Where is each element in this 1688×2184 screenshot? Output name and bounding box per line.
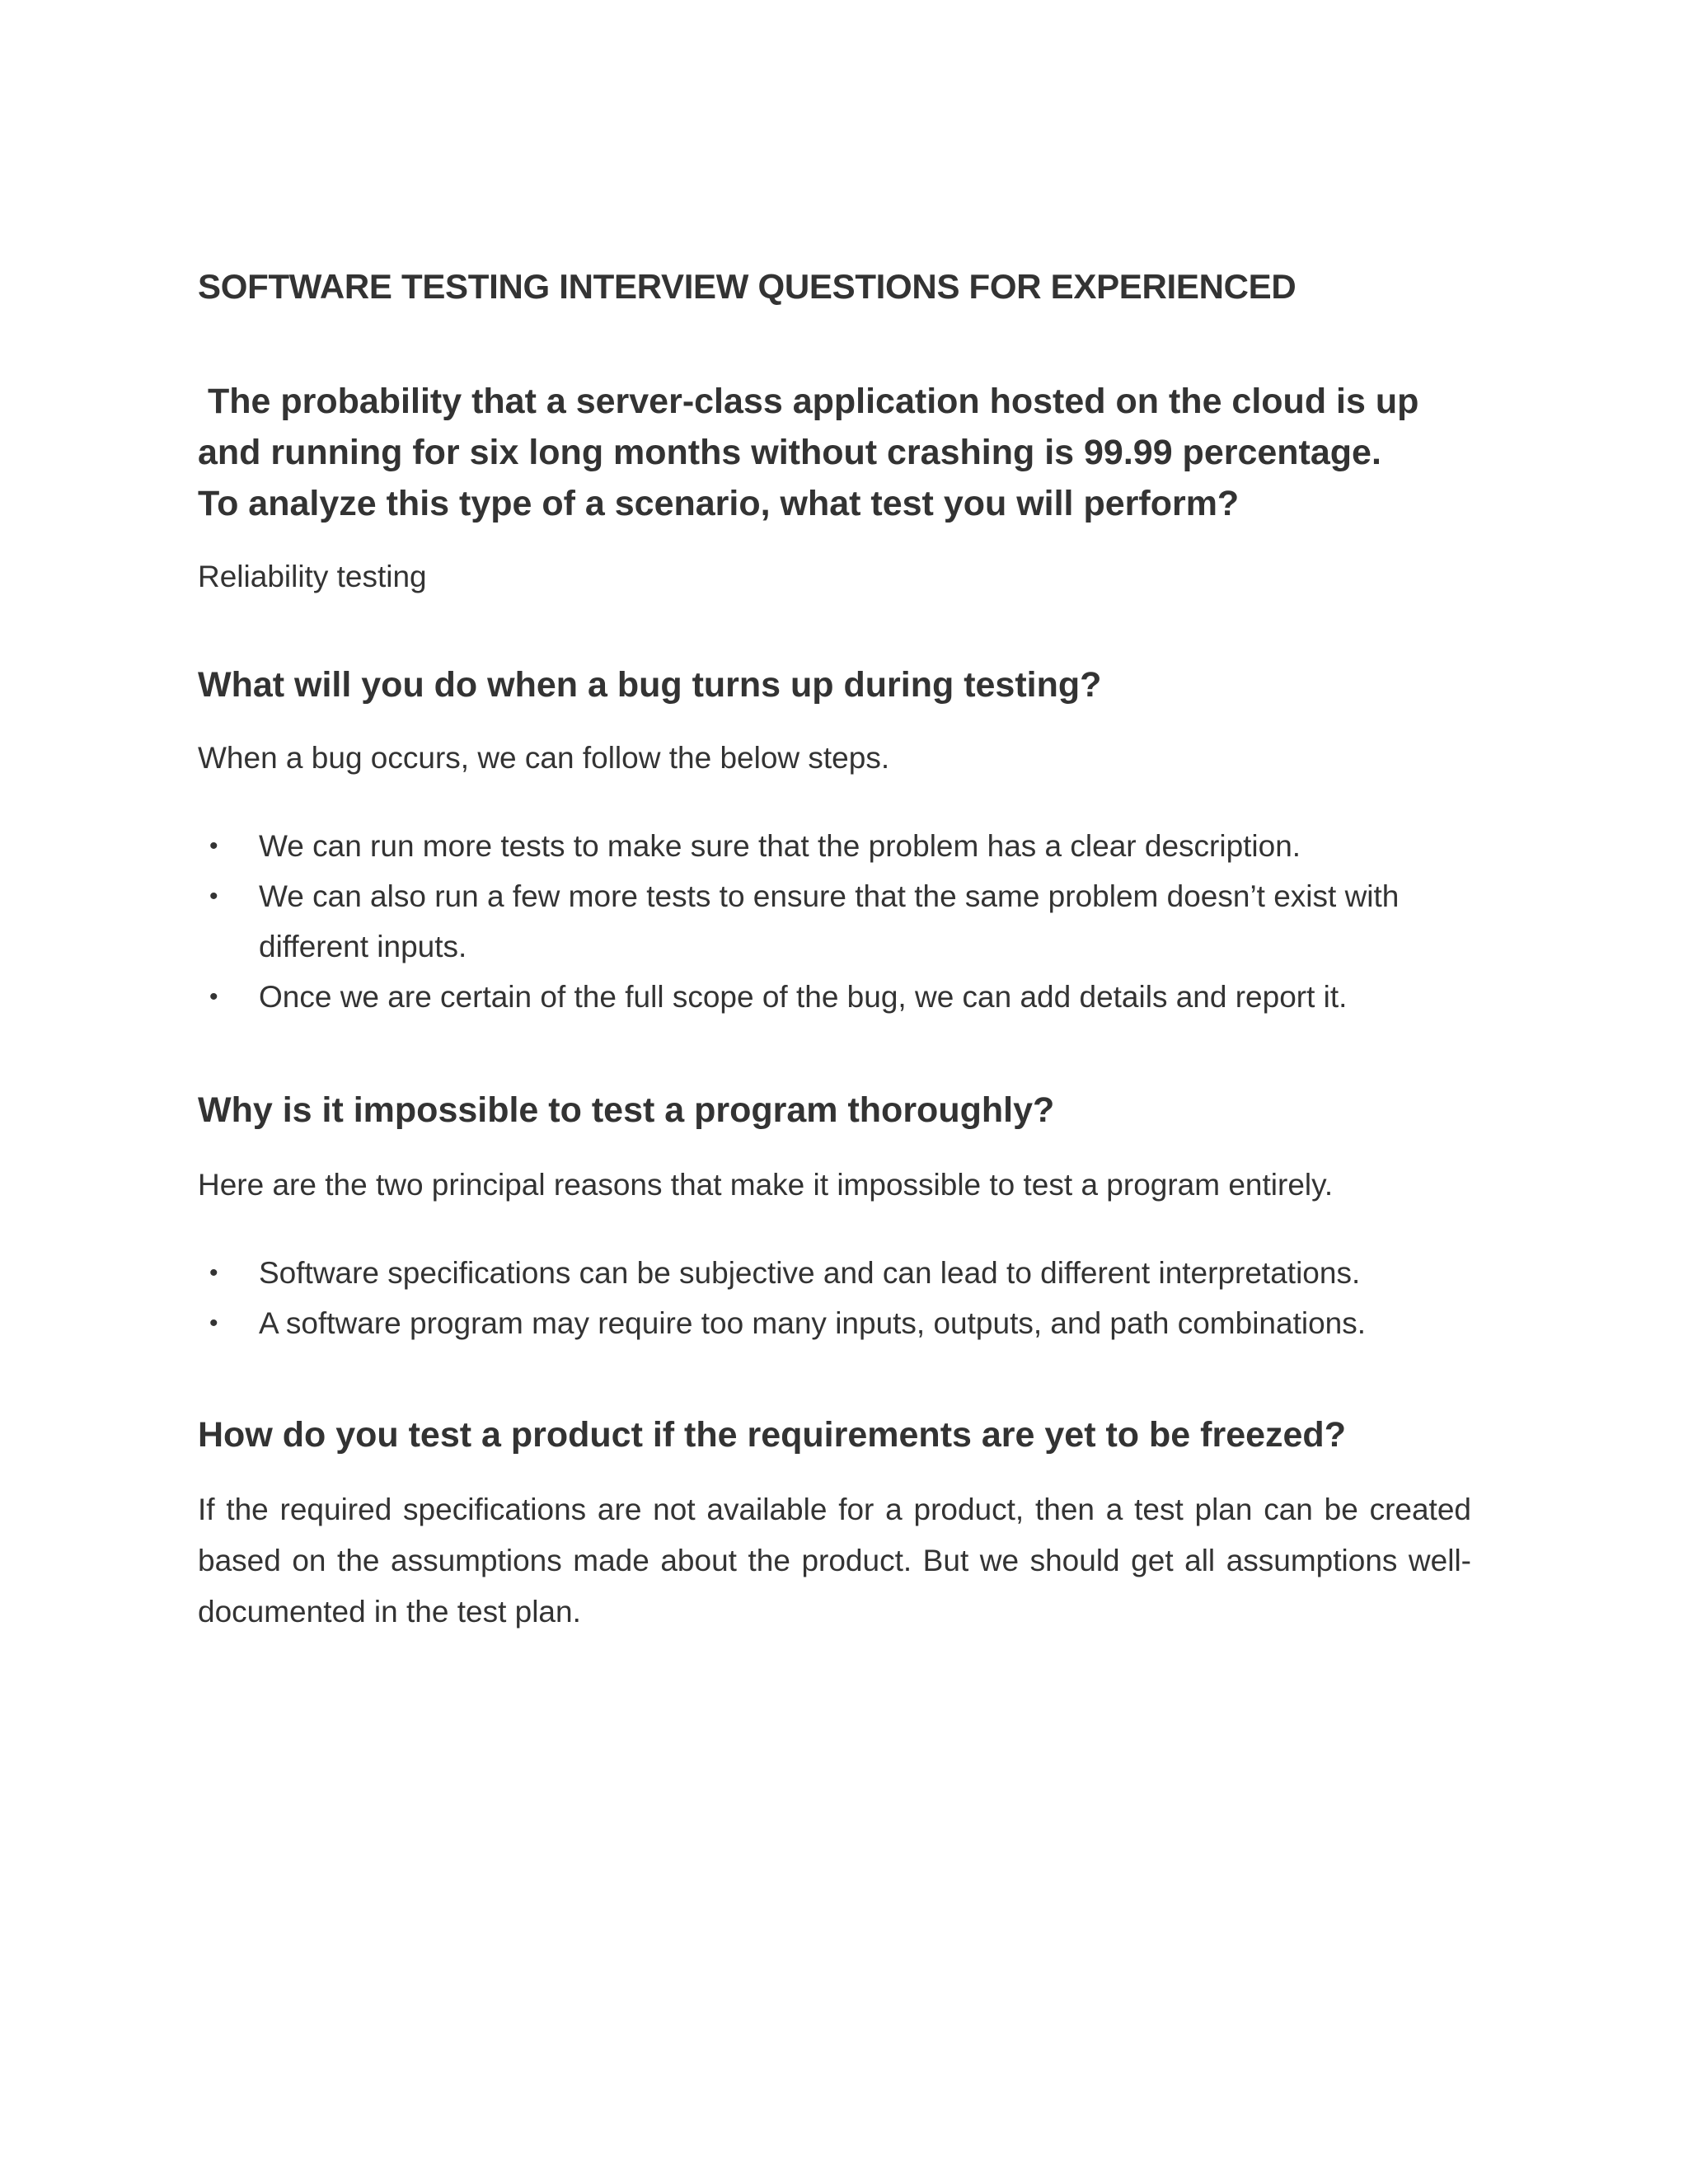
- list-item: [198, 1298, 1484, 1348]
- list-item-text: Once we are certain of the full scope of the bug, we can add details and report it.: [259, 980, 1348, 1014]
- bullet-icon: •: [209, 832, 218, 860]
- question-requirements-not-frozen: How do you test a product if the requirements are yet to be freezed?: [198, 1415, 1346, 1455]
- list-item-text: Software specifications can be subjective and can lead to different interpretations.: [259, 1256, 1361, 1290]
- reasons-list: [198, 1248, 1484, 1348]
- list-item-text: A software program may require too many inputs, outputs, and path combinations.: [259, 1306, 1367, 1340]
- bullet-icon: •: [209, 983, 218, 1010]
- list-item: [198, 871, 1484, 972]
- answer-requirements-not-frozen: If the required specifications are not available for a product, then a test plan can be created based on the assumptions made about the product. But we should get all assumptions well-documented in the test plan.: [198, 1493, 1471, 1629]
- question-reliability: [198, 376, 1484, 529]
- bullet-icon: •: [209, 1310, 218, 1337]
- list-item-text: We can also run a few more tests to ensure that the same problem doesn’t exist with different inputs.: [259, 879, 1400, 963]
- question-bug-during-testing: What will you do when a bug turns up during testing?: [198, 665, 1102, 705]
- question-line: The probability that a server-class application hosted on the cloud is up: [198, 382, 1419, 421]
- answer-intro-reasons: Here are the two principal reasons that make it impossible to test a program entirely.: [198, 1168, 1334, 1202]
- question-line: To analyze this type of a scenario, what test you will perform?: [198, 484, 1240, 523]
- question-line: and running for six long months without crashing is 99.99 percentage.: [198, 433, 1381, 472]
- bullet-icon: •: [209, 1259, 218, 1286]
- list-item: [198, 821, 1484, 871]
- list-item: [198, 972, 1484, 1022]
- bullet-icon: •: [209, 883, 218, 910]
- answer-intro-bug-steps: When a bug occurs, we can follow the below steps.: [198, 741, 890, 775]
- list-item-text: We can run more tests to make sure that the problem has a clear description.: [259, 829, 1301, 863]
- answer-reliability: Reliability testing: [198, 560, 427, 593]
- document-title: SOFTWARE TESTING INTERVIEW QUESTIONS FOR EXPERIENCED: [198, 267, 1296, 306]
- question-impossible-to-test: Why is it impossible to test a program thoroughly?: [198, 1090, 1055, 1130]
- list-item: [198, 1248, 1484, 1298]
- bug-steps-list: [198, 821, 1484, 1022]
